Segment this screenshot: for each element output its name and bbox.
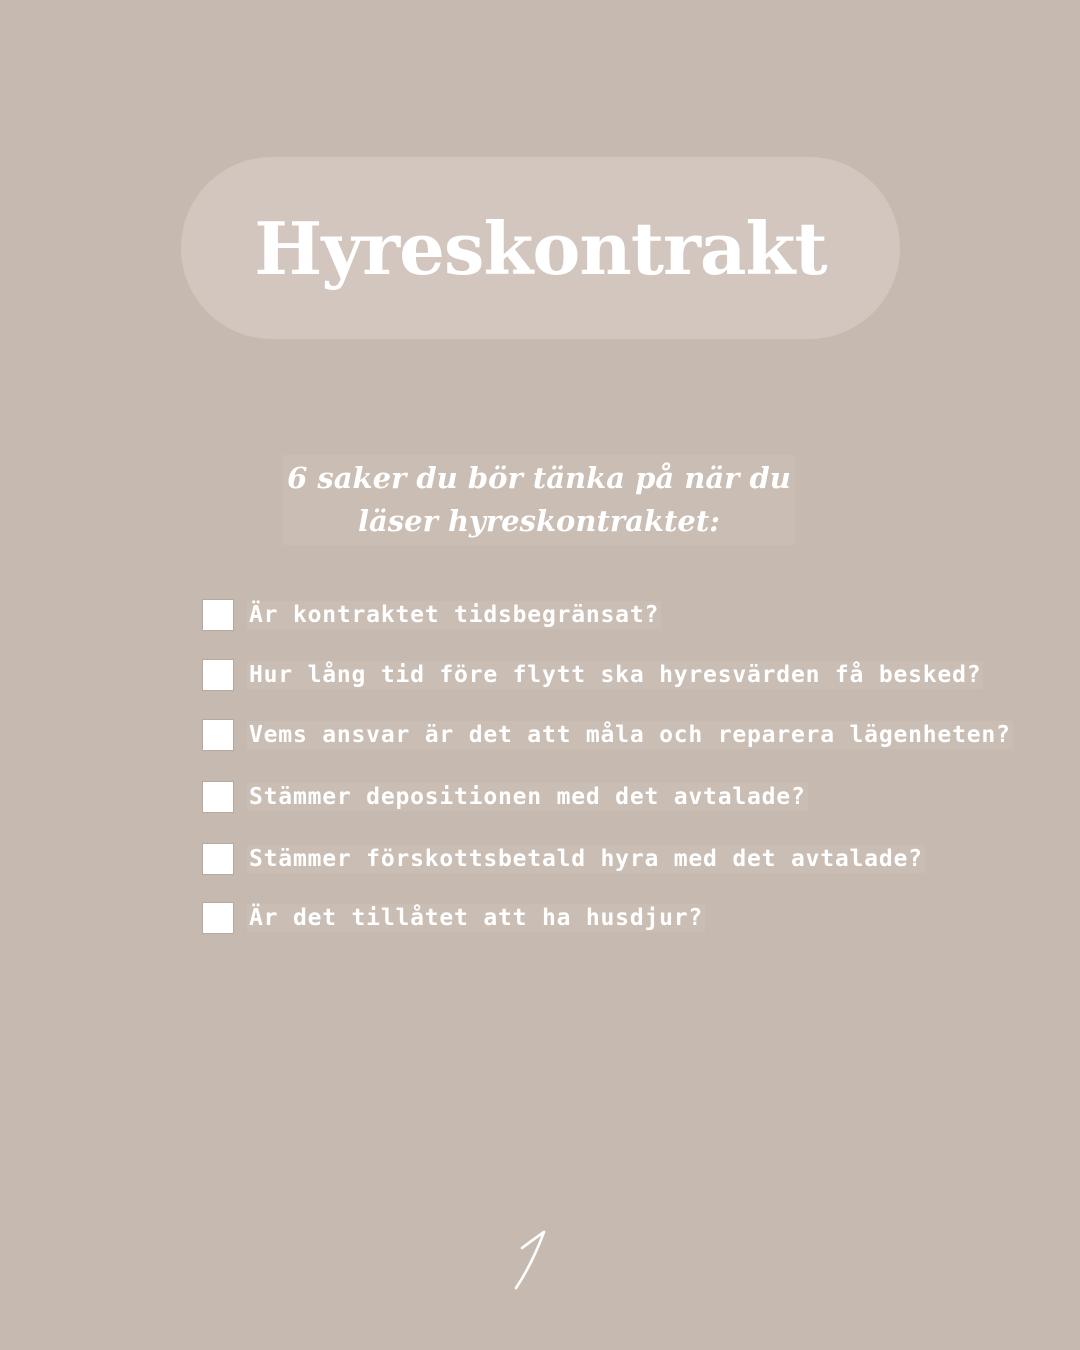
checkbox[interactable] (202, 781, 234, 813)
checkbox[interactable] (202, 719, 234, 751)
checklist-item-label: Vems ansvar är det att måla och reparera lägenheten? (249, 722, 1011, 748)
subtitle-line-1: 6 saker du bör tänka på när du (287, 461, 791, 495)
checkbox[interactable] (202, 902, 234, 934)
checkbox[interactable] (202, 659, 234, 691)
checklist-item-4 (202, 779, 808, 815)
checklist-item-label: Hur lång tid före flytt ska hyresvärden få besked? (249, 662, 982, 688)
checkbox[interactable] (202, 599, 234, 631)
checklist-item-6 (202, 900, 705, 936)
checklist-item-2 (202, 657, 983, 693)
page-title: Hyreskontrakt (254, 205, 827, 291)
subtitle-line-2: läser hyreskontraktet: (358, 504, 720, 538)
checkbox[interactable] (202, 843, 234, 875)
checklist (202, 0, 1062, 1350)
page-number (490, 1228, 590, 1294)
checklist-item-label: Stämmer depositionen med det avtalade? (249, 784, 806, 810)
checklist-item-label: Är det tillåtet att ha husdjur? (249, 905, 704, 931)
checklist-item-1 (202, 597, 661, 633)
checklist-item-label: Är kontraktet tidsbegränsat? (249, 602, 660, 628)
checklist-item-label: Stämmer förskottsbetald hyra med det avtalade? (249, 846, 923, 872)
checklist-item-5 (202, 841, 925, 877)
checklist-item-3 (202, 717, 1013, 753)
